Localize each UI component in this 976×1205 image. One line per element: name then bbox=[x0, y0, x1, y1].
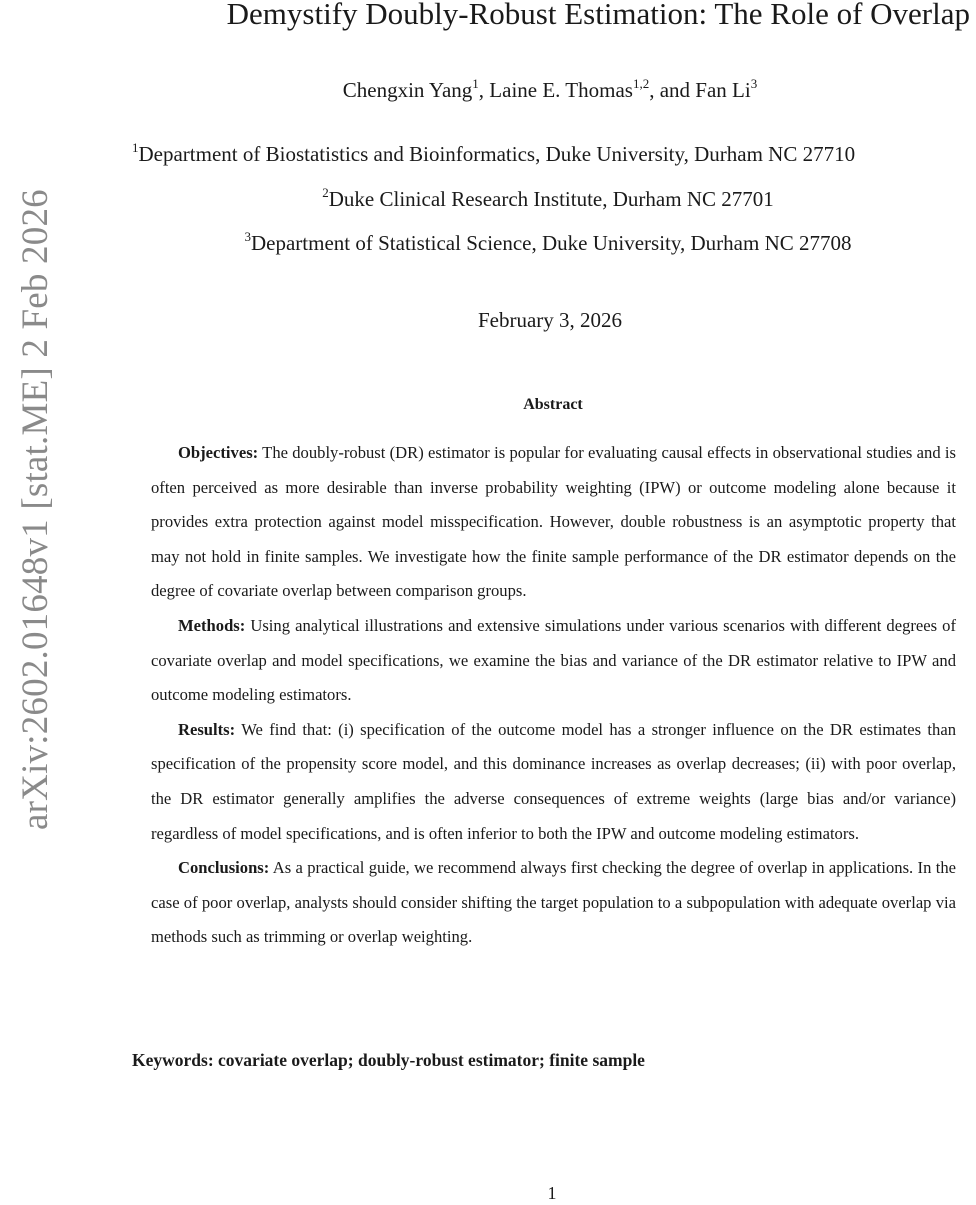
publication-date: February 3, 2026 bbox=[477, 308, 623, 332]
author-name: Chengxin Yang bbox=[342, 78, 473, 102]
abstract-paragraph-results bbox=[151, 713, 956, 851]
affiliation-mark: 1 bbox=[132, 140, 139, 155]
affiliation-mark: 3 bbox=[244, 229, 251, 244]
affiliation-1 bbox=[128, 140, 976, 168]
abstract-paragraph-objectives bbox=[151, 436, 956, 609]
section-text: Using analytical illustrations and extensive simulations under various scenarios with different degrees of covariate overlap and model specifications, we examine the bias and variance of the DR estimator relative to IPW and outcome modeling estimators. bbox=[151, 615, 956, 705]
affiliation-3 bbox=[120, 229, 976, 257]
affiliation-2 bbox=[120, 185, 976, 213]
author-affiliation-mark: 3 bbox=[750, 76, 758, 91]
keywords-label: Keywords: bbox=[132, 1050, 214, 1070]
author-name: Laine E. Thomas bbox=[489, 78, 633, 102]
affiliation-mark: 2 bbox=[322, 185, 329, 200]
section-label: Conclusions: bbox=[178, 858, 270, 878]
abstract-heading: Abstract bbox=[523, 396, 583, 413]
abstract-paragraph-conclusions bbox=[151, 851, 956, 955]
section-text: The doubly-robust (DR) estimator is popular for evaluating causal effects in observational studies and is often perceived as more desirable than inverse probability weighting (IPW) or outcome modeling alone because it provides extra protection against model misspecification. However, double robustness is an asymptotic property that may not hold in finite samples. We investigate how the finite sample performance of the DR estimator depends on the degree of covariate overlap between comparison groups. bbox=[151, 443, 956, 601]
author-name: Fan Li bbox=[695, 78, 751, 102]
affiliation-text: Duke Clinical Research Institute, Durham NC 27701 bbox=[328, 187, 774, 211]
paper-title: Demystify Doubly-Robust Estimation: The Role of Overlap bbox=[226, 0, 970, 31]
section-text: As a practical guide, we recommend always first checking the degree of overlap in applications. In the case of poor overlap, analysts should consider shifting the target population to a subpopulation with adequate overlap via methods such as trimming or overlap weighting. bbox=[151, 858, 956, 947]
keywords-line bbox=[132, 1047, 962, 1073]
author-list bbox=[150, 76, 950, 104]
arxiv-identifier-stamp: arXiv:2602.01648v1 [stat.ME] 2 Feb 2026 bbox=[15, 189, 56, 830]
section-label: Results: bbox=[178, 719, 236, 739]
affiliation-text: Department of Statistical Science, Duke University, Durham NC 27708 bbox=[251, 231, 852, 255]
affiliation-text: Department of Biostatistics and Bioinformatics, Duke University, Durham NC 27710 bbox=[138, 142, 856, 166]
author-affiliation-mark: 1 bbox=[472, 76, 479, 91]
author-separator: , and bbox=[649, 78, 696, 102]
author-separator: , bbox=[478, 78, 490, 102]
abstract-paragraph-methods bbox=[151, 609, 956, 713]
author-affiliation-mark: 1,2 bbox=[632, 76, 650, 91]
keywords-text: covariate overlap; doubly-robust estimator; finite sample bbox=[213, 1050, 645, 1070]
page-number: 1 bbox=[547, 1183, 557, 1203]
section-label: Objectives: bbox=[178, 443, 259, 462]
abstract-body bbox=[151, 436, 956, 955]
section-label: Methods: bbox=[178, 615, 246, 635]
section-text: We find that: (i) specification of the outcome model has a stronger influence on the DR estimates than specification of the propensity score model, and this dominance increases as overlap decreases; (ii) with poor overlap, the DR estimator generally amplifies the adverse consequences of extreme weights (large bias and/or variance) regardless of model specifications, and is often inferior to both the IPW and outcome modeling estimators. bbox=[151, 719, 956, 843]
